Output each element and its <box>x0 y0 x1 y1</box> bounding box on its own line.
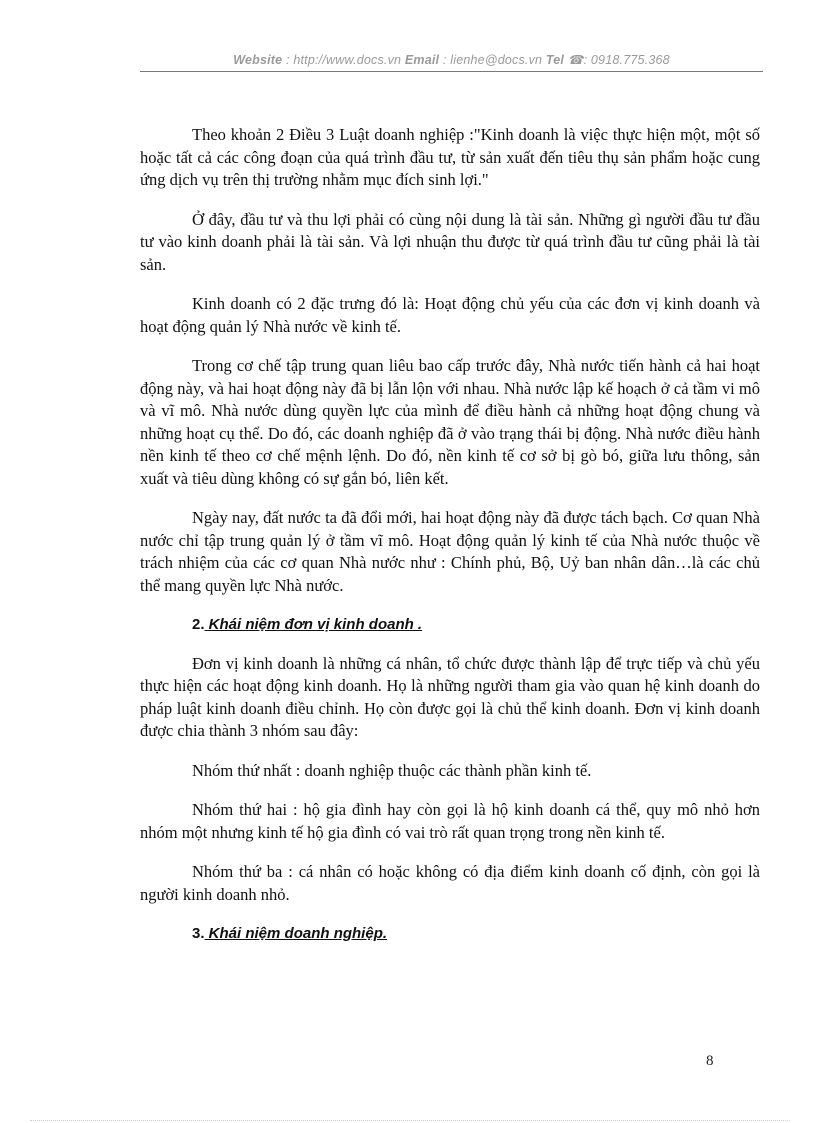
page-header <box>140 52 763 67</box>
website-value: : http://www.docs.vn <box>286 53 402 67</box>
paragraph: Đơn vị kinh doanh là những cá nhân, tổ chức được thành lập để trực tiếp và chủ yếu thực hiện các hoạt động kinh doanh. Họ là những người tham gia vào quan hệ kinh doanh do pháp luật kinh doanh điều chỉnh. Họ còn được gọi là chủ thể kinh doanh. Đơn vị kinh doanh được chia thành 3 nhóm sau đây: <box>140 653 760 740</box>
section-heading-3 <box>140 923 760 946</box>
paragraph: Nhóm thứ nhất : doanh nghiệp thuộc các thành phần kinh tế. <box>192 760 592 780</box>
page-number: 8 <box>706 1053 714 1069</box>
section-title: Khái niệm đơn vị kinh doanh . <box>204 616 423 633</box>
section-number: 2. <box>192 616 205 633</box>
paragraph: Theo khoản 2 Điều 3 Luật doanh nghiệp :"Kinh doanh là việc thực hiện một, một số hoặc tất cả các công đoạn của quá trình đầu tư, từ sản xuất đến tiêu thụ sản phẩm hoặc cung ứng dịch vụ trên thị trường nhằm mục đích sinh lợi." <box>140 125 760 189</box>
footer-divider <box>30 1120 790 1121</box>
paragraph: Nhóm thứ ba : cá nhân có hoặc không có địa điểm kinh doanh cố định, còn gọi là người kinh doanh nhỏ. <box>140 862 760 904</box>
section-heading-2 <box>140 614 760 637</box>
paragraph: Nhóm thứ hai : hộ gia đình hay còn gọi là hộ kinh doanh cá thể, quy mô nhỏ hơn nhóm một nhưng kinh tế hộ gia đình có vai trò rất quan trọng trong nền kinh tế. <box>140 800 760 842</box>
document-body <box>140 124 760 962</box>
section-title: Khái niệm doanh nghiệp. <box>204 925 388 942</box>
section-number: 3. <box>192 925 205 942</box>
paragraph: Ở đây, đầu tư và thu lợi phải có cùng nội dung là tài sản. Những gì người đầu tư đầu tư vào kinh doanh phải là tài sản. Và lợi nhuận thu được từ quá trình đầu tư cũng phải là tài sản. <box>140 209 760 274</box>
phone-icon: ☎ <box>567 53 584 67</box>
tel-label: Tel <box>545 53 565 67</box>
website-label: Website <box>233 53 283 67</box>
tel-value: : 0918.775.368 <box>583 53 670 67</box>
header-divider <box>140 71 763 72</box>
email-label: Email <box>404 53 440 67</box>
paragraph: Trong cơ chế tập trung quan liêu bao cấp trước đây, Nhà nước tiến hành cả hai hoạt động này, và hai hoạt động này đã bị lẫn lộn với nhau. Nhà nước lập kế hoạch ở cả tầm vi mô và vĩ mô. Nhà nước dùng quyền lực của mình để điều hành cả những hoạt động chung và những hoạt cụ thể. Do đó, các doanh nghiệp đã ở vào trạng thái bị động. Nhà nước điều hành nền kinh tế theo cơ chế mệnh lệnh. Do đó, nền kinh tế cơ sở bị gò bó, giữa lưu thông, sản xuất và tiêu dùng không có sự gắn bó, liên kết. <box>140 356 760 488</box>
paragraph: Kinh doanh có 2 đặc trưng đó là: Hoạt động chủ yếu của các đơn vị kinh doanh và hoạt động quản lý Nhà nước về kinh tế. <box>140 294 760 336</box>
paragraph: Ngày nay, đất nước ta đã đổi mới, hai hoạt động này đã được tách bạch. Cơ quan Nhà nước chỉ tập trung quản lý ở tầm vĩ mô. Hoạt động quản lý kinh tế của Nhà nước thuộc về trách nhiệm của các cơ quan Nhà nước như : Chính phủ, Bộ, Uỷ ban nhân dân…là các chủ thể mang quyền lực Nhà nước. <box>140 508 760 595</box>
email-value: : lienhe@docs.vn <box>442 53 543 67</box>
